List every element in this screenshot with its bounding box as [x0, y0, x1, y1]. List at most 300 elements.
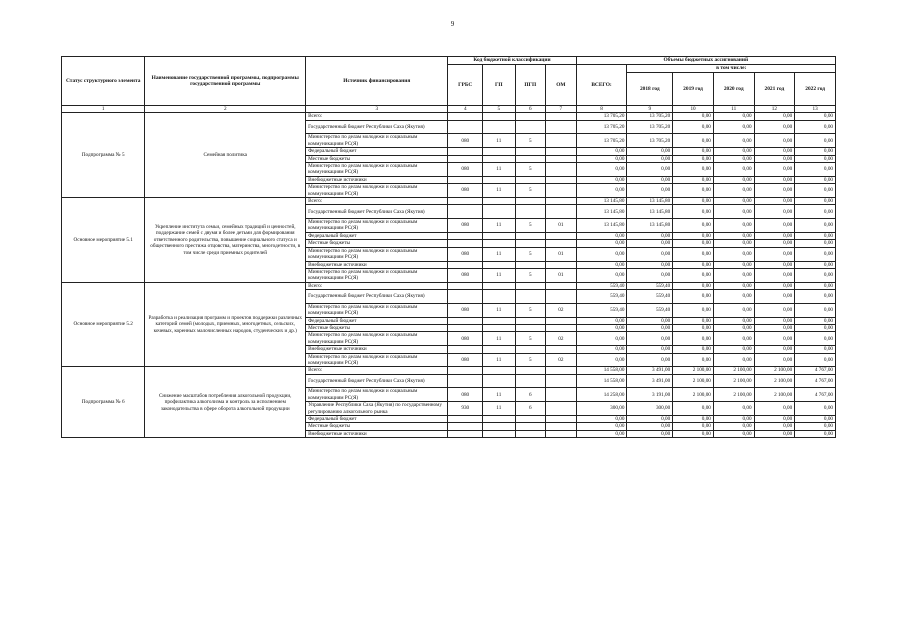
pgp-code: 5	[515, 184, 546, 198]
value-2020: 0,00	[713, 148, 754, 155]
header-grbs: ГРБС	[448, 65, 483, 106]
funding-source: Министерство по делам молодежи и социальным коммуникациям РС(Я)	[306, 353, 448, 367]
value-2022: 0,00	[795, 134, 836, 148]
value-2021: 0,00	[754, 120, 795, 134]
om-code	[546, 430, 577, 437]
table-row	[62, 198, 836, 205]
grbs-code	[448, 261, 483, 268]
pgp-code	[515, 430, 546, 437]
value-2022: 0,00	[795, 290, 836, 304]
value-2018: 559,40	[627, 282, 673, 289]
value-2022: 0,00	[795, 198, 836, 205]
value-2022: 0,00	[795, 346, 836, 353]
header-2022: 2022 год	[795, 73, 836, 106]
pgp-code	[515, 240, 546, 247]
grbs-code: 080	[448, 388, 483, 402]
element-status: Основное мероприятие 5.1	[62, 198, 145, 283]
value-2021: 0,00	[754, 346, 795, 353]
value-2019: 0,00	[673, 247, 714, 261]
funding-source: Министерство по делам молодежи и социальным коммуникациям РС(Я)	[306, 163, 448, 177]
grbs-code	[448, 374, 483, 388]
value-2021: 0,00	[754, 148, 795, 155]
value-2021: 0,00	[754, 247, 795, 261]
value-2019: 0,00	[673, 324, 714, 331]
value-2019: 0,00	[673, 148, 714, 155]
table-row	[62, 113, 836, 120]
om-code	[546, 317, 577, 324]
value-2019: 0,00	[673, 113, 714, 120]
grbs-code	[448, 367, 483, 374]
grbs-code	[448, 155, 483, 162]
value-2019: 2 100,00	[673, 388, 714, 402]
om-code	[546, 184, 577, 198]
value-2018: 13 705,20	[627, 113, 673, 120]
value-2019: 0,00	[673, 353, 714, 367]
value-2019: 0,00	[673, 423, 714, 430]
grbs-code	[448, 113, 483, 120]
value-2020: 2 100,00	[713, 388, 754, 402]
value-2019: 0,00	[673, 184, 714, 198]
value-2018: 559,40	[627, 303, 673, 317]
value-2021: 0,00	[754, 423, 795, 430]
funding-source: Местные бюджеты	[306, 155, 448, 162]
value-2020: 0,00	[713, 176, 754, 183]
pgp-code	[515, 176, 546, 183]
om-code: 02	[546, 332, 577, 346]
column-number: 5	[483, 106, 516, 113]
value-2021: 0,00	[754, 430, 795, 437]
header-name: Наименование государственной программы, подпрограммы государственной программы	[145, 57, 306, 106]
header-code-group: Код бюджетной классификации	[448, 57, 576, 65]
gp-code: 11	[483, 268, 516, 282]
page-number: 9	[450, 20, 455, 28]
pgp-code	[515, 346, 546, 353]
grbs-code	[448, 232, 483, 239]
om-code	[546, 232, 577, 239]
gp-code	[483, 240, 516, 247]
value-2021: 0,00	[754, 198, 795, 205]
value-2019: 0,00	[673, 317, 714, 324]
pgp-code	[515, 423, 546, 430]
grbs-code	[448, 198, 483, 205]
budget-table	[61, 56, 836, 438]
om-code	[546, 240, 577, 247]
value-2020: 0,00	[713, 402, 754, 416]
pgp-code	[515, 205, 546, 219]
pgp-code	[515, 113, 546, 120]
value-2020: 0,00	[713, 423, 754, 430]
value-2018: 300,00	[627, 402, 673, 416]
column-number: 4	[448, 106, 483, 113]
program-name: Разработка и реализация программ и проектов поддержки различных категорий семей (молодых, приемных, многодетных, сельских, кочевых, коренных малочисленных народов, студенческих и др.)	[145, 282, 306, 367]
funding-source: Государственный бюджет Республики Саха (Якутия)	[306, 205, 448, 219]
value-2019: 0,00	[673, 198, 714, 205]
total-value: 14 558,00	[576, 367, 627, 374]
value-2022: 0,00	[795, 232, 836, 239]
value-2020: 0,00	[713, 113, 754, 120]
value-2021: 0,00	[754, 290, 795, 304]
gp-code	[483, 232, 516, 239]
value-2018: 0,00	[627, 176, 673, 183]
pgp-code	[515, 261, 546, 268]
gp-code: 11	[483, 388, 516, 402]
total-value: 0,00	[576, 332, 627, 346]
value-2022: 0,00	[795, 205, 836, 219]
grbs-code	[448, 430, 483, 437]
total-value: 559,40	[576, 303, 627, 317]
value-2022: 4 767,00	[795, 367, 836, 374]
value-2018: 0,00	[627, 324, 673, 331]
gp-code	[483, 423, 516, 430]
value-2021: 0,00	[754, 303, 795, 317]
value-2020: 0,00	[713, 317, 754, 324]
total-value: 13 705,20	[576, 113, 627, 120]
gp-code: 11	[483, 219, 516, 233]
funding-source: Министерство по делам молодежи и социальным коммуникациям РС(Я)	[306, 134, 448, 148]
value-2022: 0,00	[795, 317, 836, 324]
funding-source: Министерство по делам молодежи и социальным коммуникациям РС(Я)	[306, 268, 448, 282]
value-2018: 13 145,80	[627, 198, 673, 205]
value-2020: 0,00	[713, 198, 754, 205]
total-value: 0,00	[576, 268, 627, 282]
value-2020: 0,00	[713, 261, 754, 268]
value-2018: 0,00	[627, 155, 673, 162]
pgp-code	[515, 317, 546, 324]
pgp-code	[515, 367, 546, 374]
funding-source: Федеральный бюджет	[306, 416, 448, 423]
grbs-code	[448, 120, 483, 134]
value-2018: 3 491,00	[627, 374, 673, 388]
value-2020: 0,00	[713, 232, 754, 239]
funding-source: Государственный бюджет Республики Саха (Якутия)	[306, 120, 448, 134]
value-2019: 0,00	[673, 205, 714, 219]
om-code	[546, 374, 577, 388]
value-2018: 13 145,80	[627, 205, 673, 219]
om-code	[546, 134, 577, 148]
value-2020: 0,00	[713, 332, 754, 346]
om-code	[546, 346, 577, 353]
gp-code	[483, 282, 516, 289]
pgp-code: 6	[515, 402, 546, 416]
value-2020: 0,00	[713, 163, 754, 177]
value-2019: 2 100,00	[673, 374, 714, 388]
value-2021: 0,00	[754, 332, 795, 346]
total-value: 0,00	[576, 353, 627, 367]
value-2022: 0,00	[795, 247, 836, 261]
value-2018: 0,00	[627, 430, 673, 437]
total-value: 13 145,80	[576, 205, 627, 219]
grbs-code: 080	[448, 247, 483, 261]
gp-code	[483, 430, 516, 437]
total-value: 300,00	[576, 402, 627, 416]
pgp-code: 5	[515, 303, 546, 317]
pgp-code: 5	[515, 353, 546, 367]
column-number: 13	[795, 106, 836, 113]
funding-source: Министерство по делам молодежи и социальным коммуникациям РС(Я)	[306, 219, 448, 233]
column-number-row	[62, 106, 836, 113]
column-number: 7	[546, 106, 577, 113]
pgp-code: 5	[515, 332, 546, 346]
om-code	[546, 290, 577, 304]
value-2022: 0,00	[795, 120, 836, 134]
om-code	[546, 282, 577, 289]
value-2022: 0,00	[795, 176, 836, 183]
value-2021: 0,00	[754, 268, 795, 282]
value-2021: 0,00	[754, 113, 795, 120]
header-2019: 2019 год	[673, 73, 714, 106]
value-2018: 559,40	[627, 290, 673, 304]
value-2021: 0,00	[754, 324, 795, 331]
value-2018: 13 705,20	[627, 134, 673, 148]
value-2021: 0,00	[754, 134, 795, 148]
total-value: 559,40	[576, 282, 627, 289]
grbs-code	[448, 176, 483, 183]
total-value: 0,00	[576, 324, 627, 331]
program-name: Семейная политика	[145, 113, 306, 198]
funding-source: Местные бюджеты	[306, 324, 448, 331]
value-2019: 0,00	[673, 402, 714, 416]
table-body	[62, 113, 836, 438]
gp-code	[483, 346, 516, 353]
gp-code	[483, 374, 516, 388]
total-value: 0,00	[576, 247, 627, 261]
header-incl: в том числе:	[627, 65, 836, 73]
om-code: 01	[546, 247, 577, 261]
value-2018: 0,00	[627, 240, 673, 247]
om-code	[546, 198, 577, 205]
value-2019: 0,00	[673, 346, 714, 353]
gp-code: 11	[483, 332, 516, 346]
funding-source: Министерство по делам молодежи и социальным коммуникациям РС(Я)	[306, 247, 448, 261]
funding-source: Управление Республики Саха (Якутия) по государственному регулированию алкогольного рынка	[306, 402, 448, 416]
value-2022: 0,00	[795, 430, 836, 437]
value-2022: 4 767,00	[795, 374, 836, 388]
header-status: Статус структурного элемента	[62, 57, 145, 106]
om-code	[546, 113, 577, 120]
value-2019: 0,00	[673, 232, 714, 239]
gp-code	[483, 155, 516, 162]
value-2020: 0,00	[713, 303, 754, 317]
value-2019: 0,00	[673, 430, 714, 437]
grbs-code	[448, 205, 483, 219]
value-2018: 0,00	[627, 423, 673, 430]
gp-code: 11	[483, 163, 516, 177]
om-code	[546, 261, 577, 268]
value-2021: 2 100,00	[754, 374, 795, 388]
value-2021: 0,00	[754, 163, 795, 177]
funding-source: Внебюджетные источники	[306, 176, 448, 183]
value-2020: 0,00	[713, 416, 754, 423]
value-2019: 0,00	[673, 134, 714, 148]
pgp-code	[515, 416, 546, 423]
table-row	[62, 282, 836, 289]
om-code: 02	[546, 303, 577, 317]
pgp-code	[515, 290, 546, 304]
grbs-code: 080	[448, 184, 483, 198]
value-2021: 0,00	[754, 176, 795, 183]
gp-code	[483, 261, 516, 268]
value-2022: 0,00	[795, 423, 836, 430]
value-2021: 0,00	[754, 155, 795, 162]
om-code	[546, 388, 577, 402]
total-value: 0,00	[576, 430, 627, 437]
value-2019: 0,00	[673, 155, 714, 162]
gp-code	[483, 198, 516, 205]
pgp-code: 5	[515, 219, 546, 233]
gp-code: 11	[483, 134, 516, 148]
value-2020: 0,00	[713, 120, 754, 134]
element-status: Подпрограмма № 6	[62, 367, 145, 438]
value-2020: 0,00	[713, 240, 754, 247]
value-2022: 0,00	[795, 261, 836, 268]
grbs-code	[448, 282, 483, 289]
gp-code	[483, 324, 516, 331]
value-2018: 0,00	[627, 332, 673, 346]
value-2022: 0,00	[795, 240, 836, 247]
total-value: 0,00	[576, 261, 627, 268]
value-2021: 0,00	[754, 205, 795, 219]
column-number: 8	[576, 106, 627, 113]
column-number: 1	[62, 106, 145, 113]
element-status: Основное мероприятие 5.2	[62, 282, 145, 367]
value-2022: 0,00	[795, 282, 836, 289]
gp-code	[483, 416, 516, 423]
value-2021: 0,00	[754, 416, 795, 423]
value-2022: 0,00	[795, 155, 836, 162]
element-status: Подпрограмма № 5	[62, 113, 145, 198]
value-2018: 0,00	[627, 184, 673, 198]
value-2018: 0,00	[627, 261, 673, 268]
value-2020: 0,00	[713, 134, 754, 148]
om-code	[546, 423, 577, 430]
total-value: 0,00	[576, 232, 627, 239]
total-value: 0,00	[576, 346, 627, 353]
value-2022: 0,00	[795, 332, 836, 346]
grbs-code	[448, 416, 483, 423]
grbs-code: 080	[448, 134, 483, 148]
total-value: 0,00	[576, 163, 627, 177]
header-source: Источник финансирования	[306, 57, 448, 106]
grbs-code	[448, 324, 483, 331]
pgp-code	[515, 198, 546, 205]
value-2019: 2 100,00	[673, 367, 714, 374]
grbs-code: 080	[448, 219, 483, 233]
value-2020: 0,00	[713, 353, 754, 367]
pgp-code	[515, 120, 546, 134]
total-value: 13 705,20	[576, 134, 627, 148]
total-value: 0,00	[576, 184, 627, 198]
total-value: 0,00	[576, 148, 627, 155]
total-value: 0,00	[576, 176, 627, 183]
om-code	[546, 402, 577, 416]
value-2021: 0,00	[754, 184, 795, 198]
total-value: 13 145,80	[576, 219, 627, 233]
value-2018: 0,00	[627, 232, 673, 239]
total-value: 14 558,00	[576, 374, 627, 388]
value-2022: 0,00	[795, 184, 836, 198]
pgp-code	[515, 324, 546, 331]
om-code	[546, 148, 577, 155]
value-2018: 0,00	[627, 416, 673, 423]
value-2020: 0,00	[713, 247, 754, 261]
pgp-code	[515, 282, 546, 289]
value-2018: 13 145,80	[627, 219, 673, 233]
column-number: 2	[145, 106, 306, 113]
value-2020: 0,00	[713, 324, 754, 331]
om-code: 02	[546, 353, 577, 367]
total-value: 0,00	[576, 155, 627, 162]
total-value: 14 258,00	[576, 388, 627, 402]
pgp-code	[515, 374, 546, 388]
grbs-code: 080	[448, 268, 483, 282]
value-2020: 0,00	[713, 184, 754, 198]
total-value: 13 705,20	[576, 120, 627, 134]
om-code	[546, 416, 577, 423]
funding-source: Министерство по делам молодежи и социальным коммуникациям РС(Я)	[306, 303, 448, 317]
grbs-code: 080	[448, 303, 483, 317]
funding-source: Государственный бюджет Республики Саха (Якутия)	[306, 374, 448, 388]
value-2021: 0,00	[754, 232, 795, 239]
grbs-code	[448, 423, 483, 430]
gp-code	[483, 205, 516, 219]
value-2022: 0,00	[795, 148, 836, 155]
om-code	[546, 324, 577, 331]
header-2021: 2021 год	[754, 73, 795, 106]
om-code	[546, 367, 577, 374]
value-2019: 0,00	[673, 416, 714, 423]
value-2020: 2 100,00	[713, 367, 754, 374]
gp-code	[483, 120, 516, 134]
value-2019: 0,00	[673, 268, 714, 282]
total-value: 0,00	[576, 240, 627, 247]
grbs-code	[448, 290, 483, 304]
value-2018: 0,00	[627, 317, 673, 324]
header-volume-group: Объемы бюджетных ассигнований	[576, 57, 835, 65]
funding-source: Федеральный бюджет	[306, 148, 448, 155]
header-2020: 2020 год	[713, 73, 754, 106]
pgp-code: 5	[515, 163, 546, 177]
value-2022: 0,00	[795, 324, 836, 331]
funding-source: Министерство по делам молодежи и социальным коммуникациям РС(Я)	[306, 332, 448, 346]
value-2019: 0,00	[673, 120, 714, 134]
value-2021: 0,00	[754, 219, 795, 233]
funding-source: Министерство по делам молодежи и социальным коммуникациям РС(Я)	[306, 184, 448, 198]
program-name: Укрепление института семьи, семейных традиций и ценностей, поддержание семей с двумя и более детьми для формирования ответственного родительства, повышение социального статуса и общественного престижа отцовства, материнства, многодетности, в том числе среди приемных родителей	[145, 198, 306, 283]
value-2022: 0,00	[795, 113, 836, 120]
grbs-code: 080	[448, 353, 483, 367]
value-2022: 0,00	[795, 402, 836, 416]
gp-code	[483, 113, 516, 120]
value-2019: 0,00	[673, 290, 714, 304]
om-code	[546, 163, 577, 177]
value-2021: 2 100,00	[754, 388, 795, 402]
value-2020: 0,00	[713, 219, 754, 233]
grbs-code	[448, 346, 483, 353]
column-number: 9	[627, 106, 673, 113]
om-code: 01	[546, 219, 577, 233]
value-2022: 0,00	[795, 303, 836, 317]
pgp-code	[515, 232, 546, 239]
value-2020: 0,00	[713, 430, 754, 437]
pgp-code: 5	[515, 134, 546, 148]
funding-source: Федеральный бюджет	[306, 317, 448, 324]
funding-source: Государственный бюджет Республики Саха (Якутия)	[306, 290, 448, 304]
total-value: 0,00	[576, 317, 627, 324]
funding-source: Всего:	[306, 113, 448, 120]
value-2019: 0,00	[673, 332, 714, 346]
grbs-code: 080	[448, 163, 483, 177]
header-om: ОМ	[546, 65, 577, 106]
